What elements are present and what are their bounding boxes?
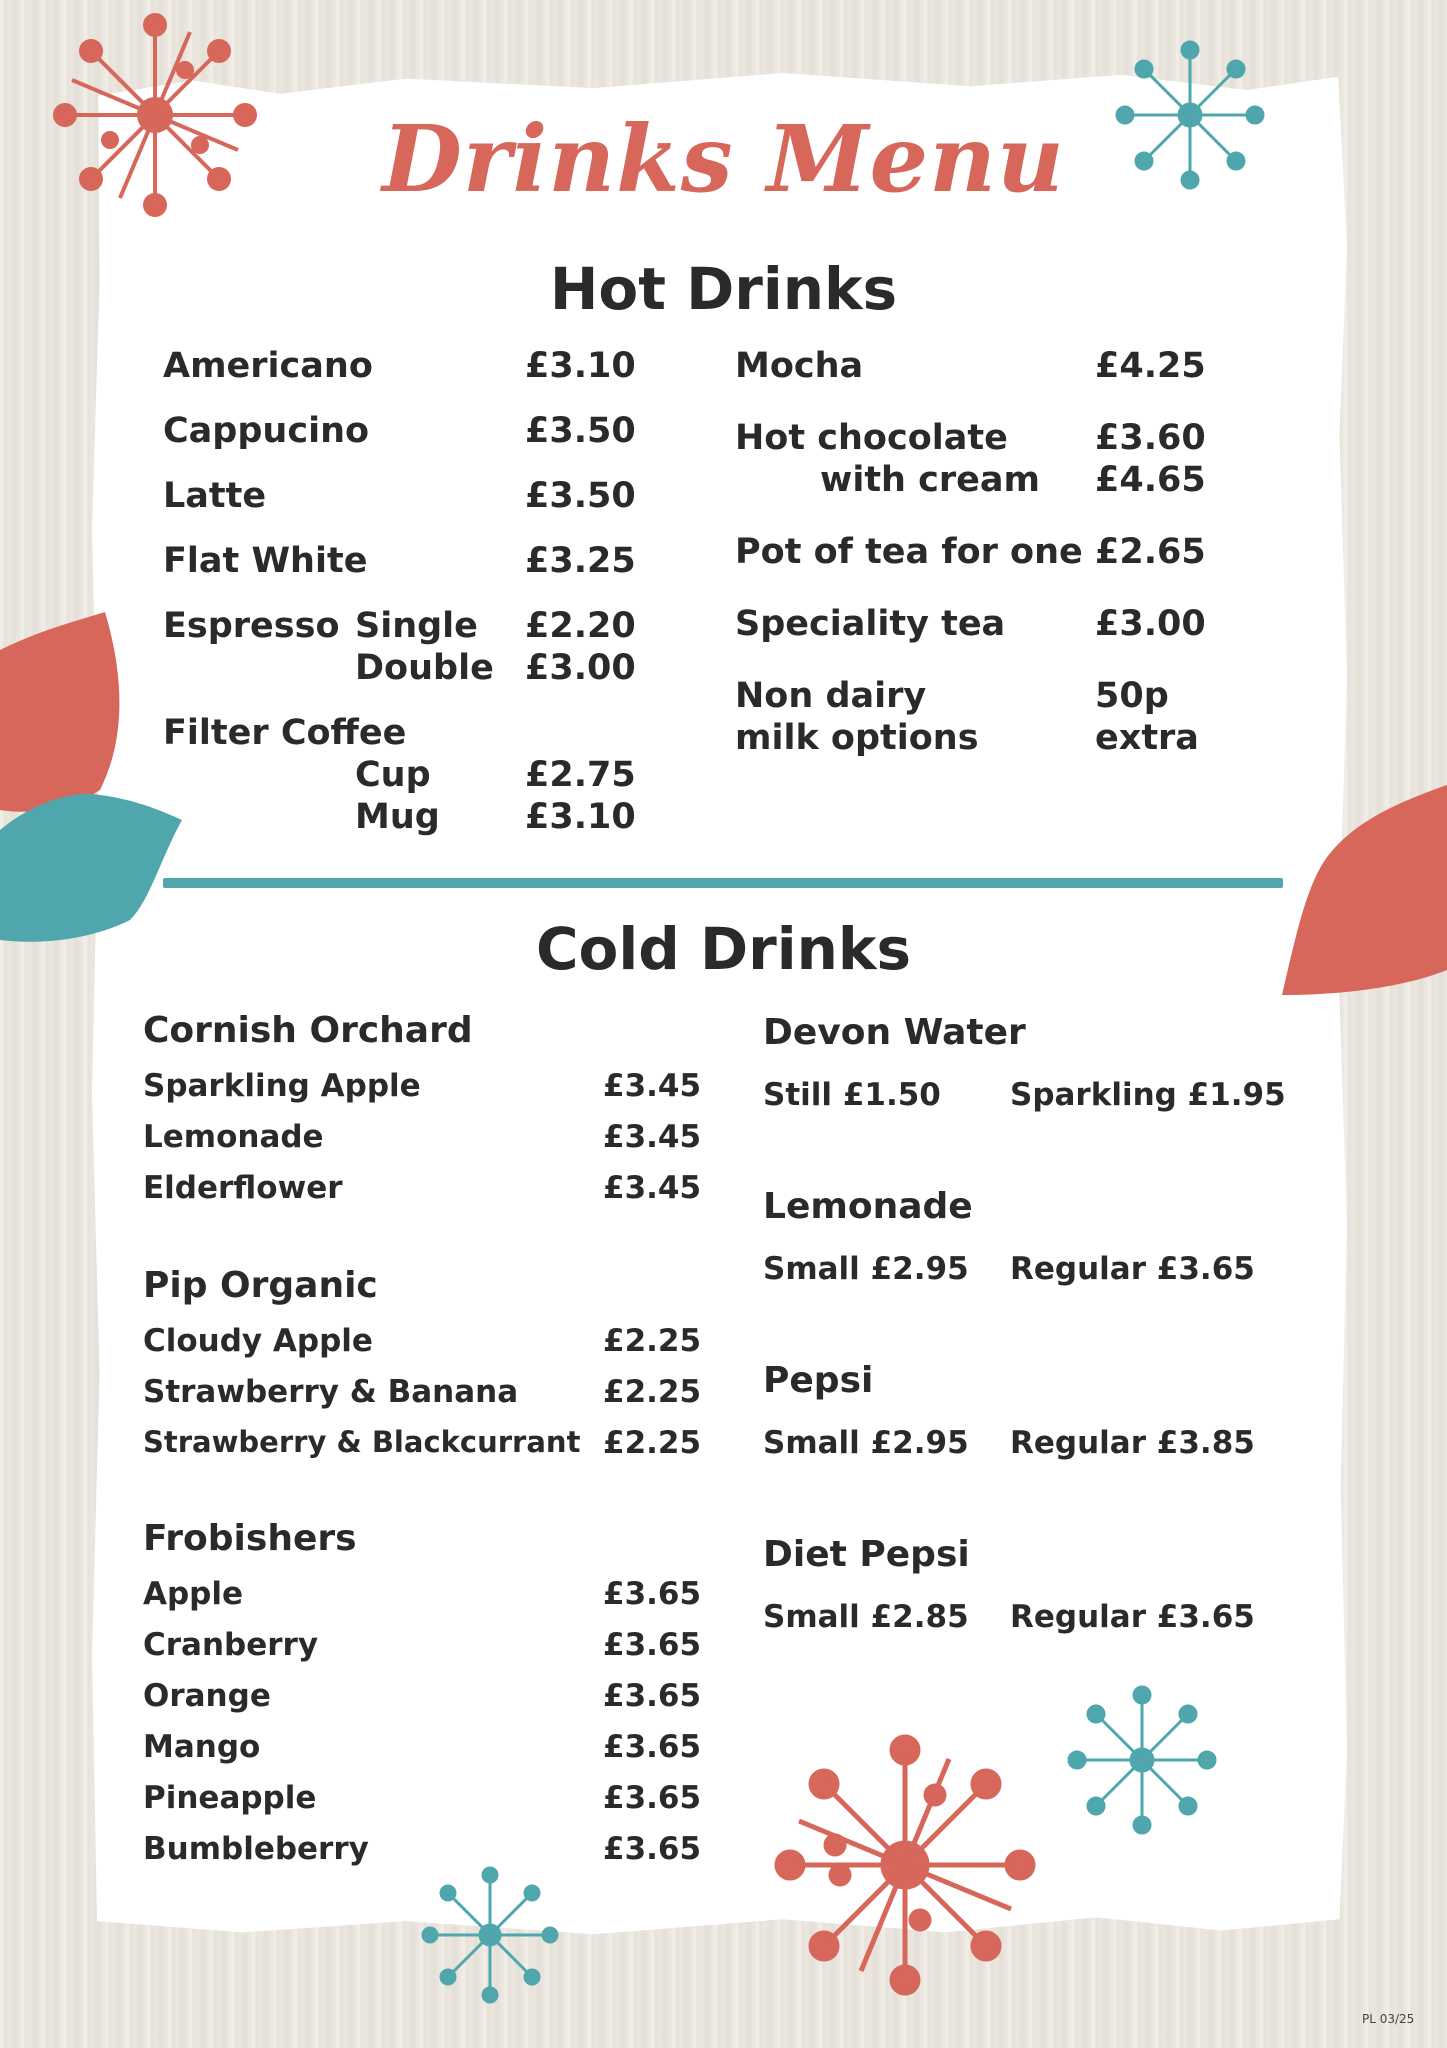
- menu-item-price: £3.50: [525, 476, 636, 516]
- menu-item-option: Single: [355, 606, 478, 646]
- menu-item-option: Mug: [355, 797, 440, 837]
- menu-item-price: £2.65: [1095, 532, 1206, 572]
- menu-item-name: Non dairy: [735, 676, 927, 716]
- brand-heading: Diet Pepsi: [763, 1534, 970, 1575]
- brand-heading: Pip Organic: [143, 1265, 378, 1306]
- footer-code: PL 03/25: [1362, 2012, 1415, 2026]
- menu-item-price: £4.65: [1095, 460, 1206, 500]
- menu-item-name: Hot chocolate: [735, 418, 1008, 458]
- menu-item-price: £3.00: [525, 648, 636, 688]
- menu-item-price: £3.50: [525, 411, 636, 451]
- size-option: Regular £3.85: [1010, 1425, 1255, 1461]
- menu-item-price: 50p: [1095, 676, 1169, 716]
- menu-item-price: £3.65: [603, 1729, 702, 1765]
- menu-item-price: £2.25: [603, 1374, 702, 1410]
- menu-item-price: £3.65: [603, 1831, 702, 1867]
- menu-item-name: Speciality tea: [735, 604, 1006, 644]
- size-option: Regular £3.65: [1010, 1599, 1255, 1635]
- menu-item-price: £3.00: [1095, 604, 1206, 644]
- menu-item-price: extra: [1095, 718, 1199, 758]
- teal-dandelion-bottom-right-decoration: [1062, 1680, 1222, 1840]
- menu-item-price: £3.65: [603, 1678, 702, 1714]
- brand-heading: Cornish Orchard: [143, 1010, 473, 1051]
- size-option: Still £1.50: [763, 1077, 941, 1113]
- menu-item-price: £3.65: [603, 1780, 702, 1816]
- menu-item-price: £2.25: [603, 1323, 702, 1359]
- menu-item-name: Elderflower: [143, 1170, 343, 1206]
- menu-item-name: Pot of tea for one: [735, 532, 1083, 572]
- menu-item-name: Orange: [143, 1678, 271, 1714]
- brand-heading: Frobishers: [143, 1518, 357, 1559]
- menu-item-price: £3.45: [603, 1068, 702, 1104]
- menu-item-name: Cranberry: [143, 1627, 319, 1663]
- menu-item-price: £3.60: [1095, 418, 1206, 458]
- menu-item-option: Cup: [355, 755, 431, 795]
- menu-item-name: Americano: [163, 346, 373, 386]
- brand-heading: Pepsi: [763, 1360, 874, 1401]
- menu-item-name: Mango: [143, 1729, 261, 1765]
- menu-item-price: £3.10: [525, 346, 636, 386]
- menu-item-price: £2.20: [525, 606, 636, 646]
- size-option: Regular £3.65: [1010, 1251, 1255, 1287]
- cold-drinks-heading: Cold Drinks: [535, 915, 912, 983]
- menu-item-price: £2.75: [525, 755, 636, 795]
- menu-item-option: Double: [355, 648, 494, 688]
- menu-item-name: Strawberry & Blackcurrant: [143, 1425, 581, 1459]
- menu-item-name: Filter Coffee: [163, 713, 407, 753]
- menu-item-name: Lemonade: [143, 1119, 324, 1155]
- menu-item-price: £4.25: [1095, 346, 1206, 386]
- menu-item-name: Pineapple: [143, 1780, 317, 1816]
- menu-item-sub: with cream: [820, 460, 1040, 500]
- size-option: Small £2.95: [763, 1425, 969, 1461]
- teal-dandelion-bottom-left-decoration: [415, 1860, 565, 2010]
- size-option: Sparkling £1.95: [1010, 1077, 1286, 1113]
- menu-item-name: Cloudy Apple: [143, 1323, 373, 1359]
- menu-item-name: Cappucino: [163, 411, 370, 451]
- menu-item-price: £3.45: [603, 1170, 702, 1206]
- menu-item-name: Bumbleberry: [143, 1831, 369, 1867]
- menu-item-price: £3.25: [525, 541, 636, 581]
- menu-item-price: £3.65: [603, 1627, 702, 1663]
- menu-item-name: Espresso: [163, 606, 340, 646]
- size-option: Small £2.95: [763, 1251, 969, 1287]
- menu-item-name: Strawberry & Banana: [143, 1374, 519, 1410]
- menu-item-name: Apple: [143, 1576, 244, 1612]
- menu-item-price: £2.25: [603, 1425, 702, 1461]
- menu-item-price: £3.65: [603, 1576, 702, 1612]
- brand-heading: Devon Water: [763, 1012, 1026, 1053]
- size-option: Small £2.85: [763, 1599, 969, 1635]
- menu-item-name: Flat White: [163, 541, 368, 581]
- menu-item-name: Latte: [163, 476, 267, 516]
- section-divider: [163, 878, 1283, 888]
- menu-title: Drinks Menu: [382, 105, 1065, 213]
- hot-drinks-heading: Hot Drinks: [549, 255, 898, 323]
- menu-item-price: £3.45: [603, 1119, 702, 1155]
- coral-dandelion-bottom-decoration: [770, 1730, 1040, 2000]
- menu-item-name: Sparkling Apple: [143, 1068, 421, 1104]
- menu-item-name: Mocha: [735, 346, 864, 386]
- brand-heading: Lemonade: [763, 1186, 973, 1227]
- menu-item-price: £3.10: [525, 797, 636, 837]
- menu-item-name: milk options: [735, 718, 979, 758]
